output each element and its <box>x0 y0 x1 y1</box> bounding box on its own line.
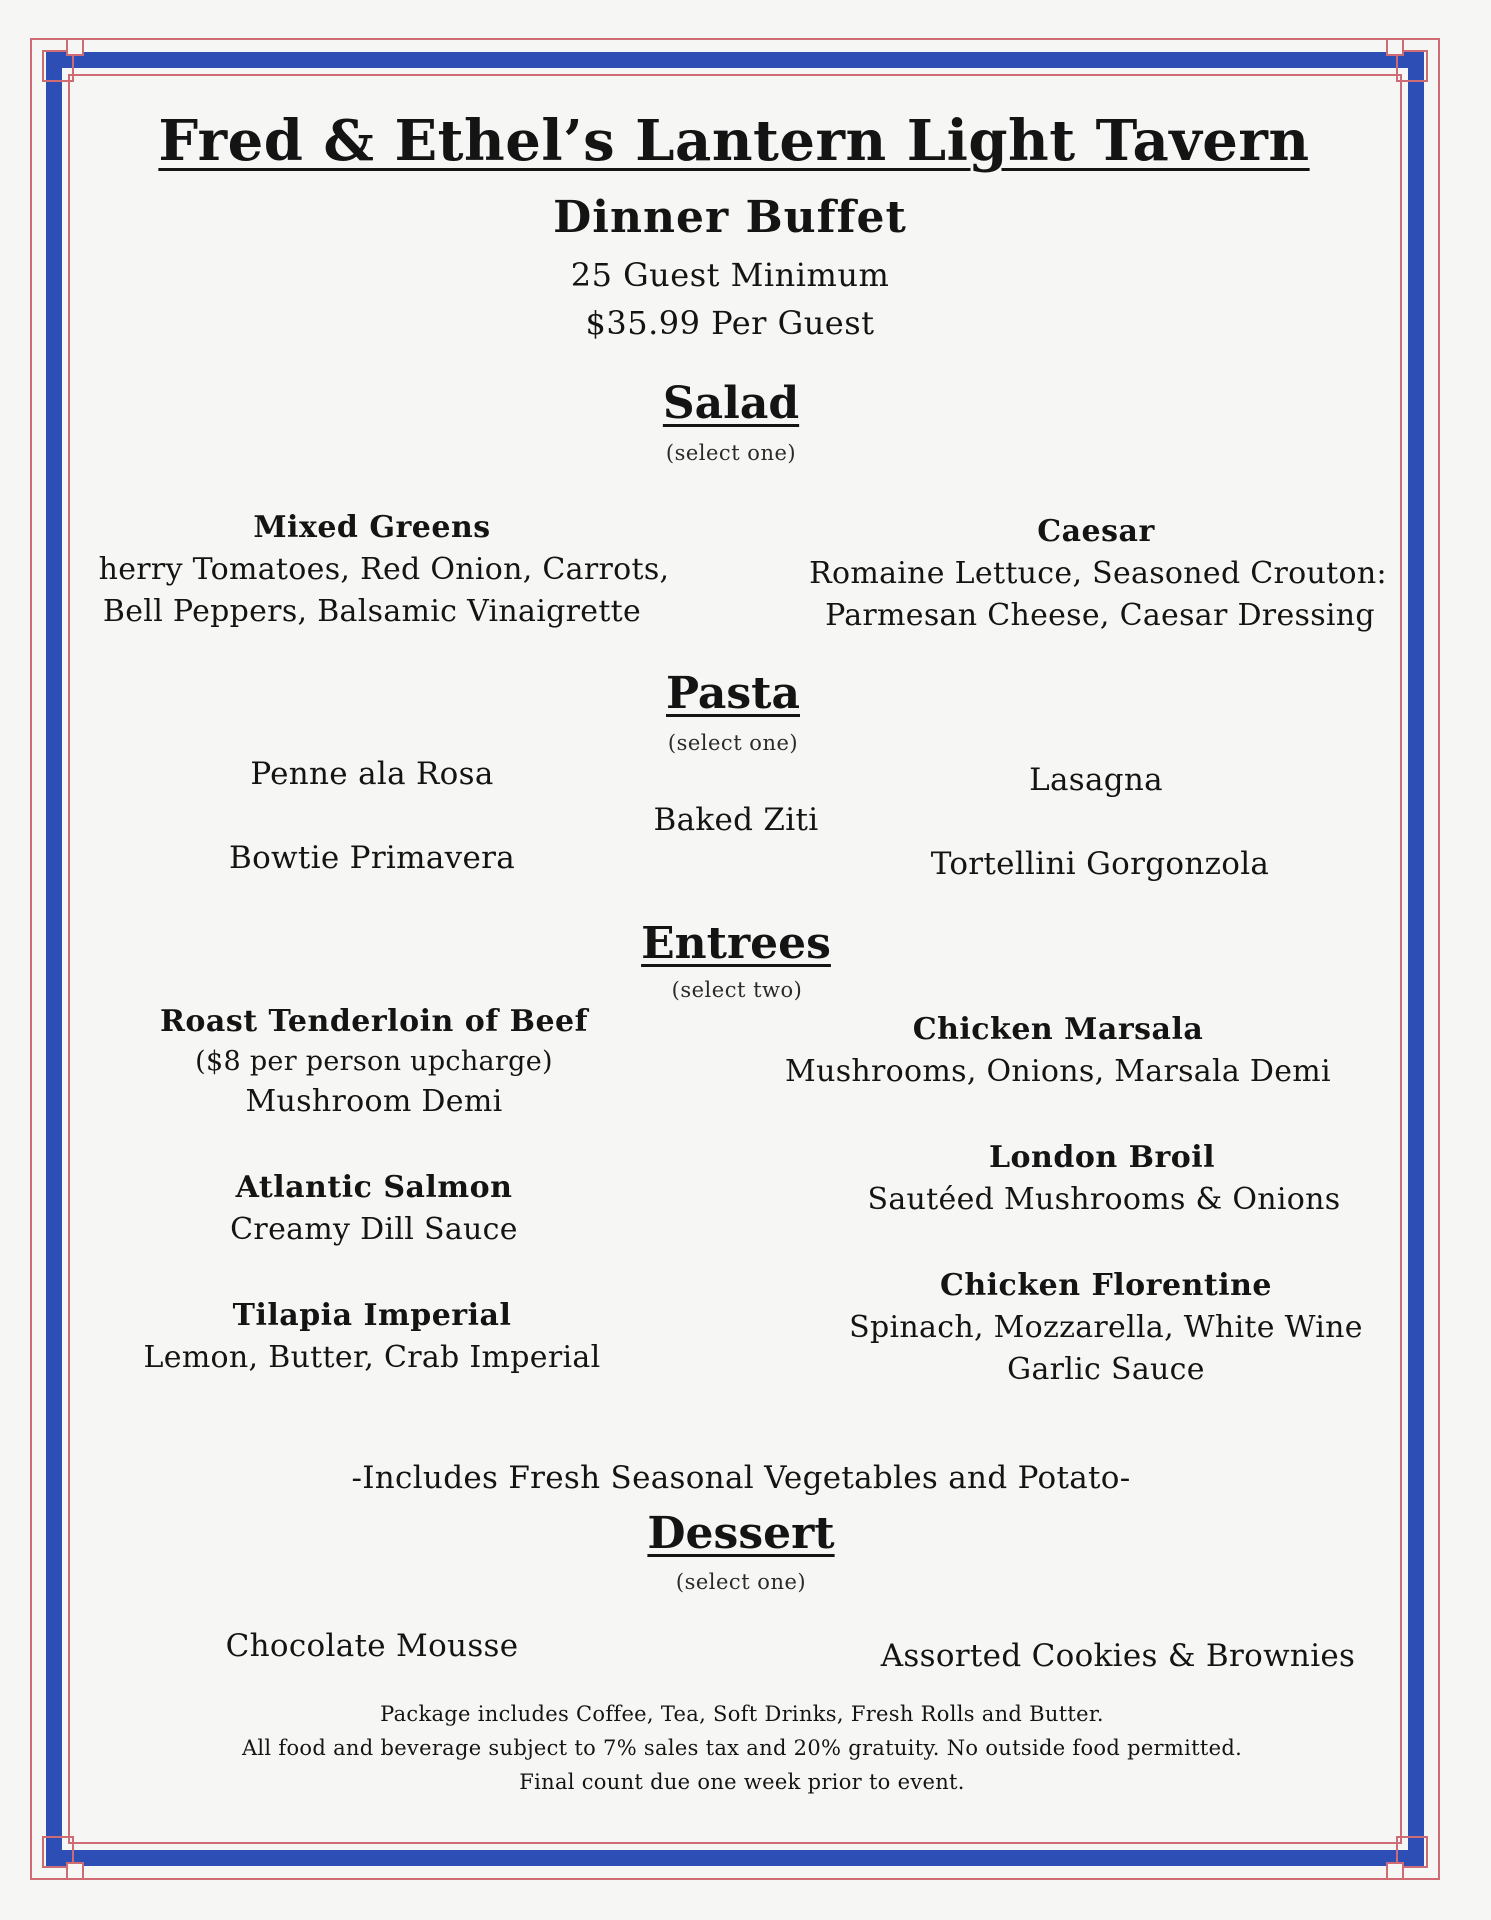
entree-item-name: Chicken Florentine <box>939 1268 1273 1303</box>
footer-tax-note: All food and beverage subject to 7% sales tax and 20% gratuity. No outside food permitted. <box>241 1736 1243 1760</box>
footer-final-count-note: Final count due one week prior to event. <box>519 1770 965 1794</box>
entree-item-name: Chicken Marsala <box>912 1012 1204 1047</box>
entree-item-name: London Broil <box>988 1140 1216 1175</box>
entrees-includes-note: -Includes Fresh Seasonal Vegetables and Potato- <box>351 1460 1131 1496</box>
salad-item-desc: Bell Peppers, Balsamic Vinaigrette <box>102 594 642 629</box>
guest-minimum: 25 Guest Minimum <box>570 256 890 294</box>
pasta-item: Tortellini Gorgonzola <box>930 846 1270 882</box>
price-per-guest: $35.99 Per Guest <box>585 304 875 342</box>
pasta-select-hint: (select one) <box>667 731 799 755</box>
footer-package-note: Package includes Coffee, Tea, Soft Drinks, Fresh Rolls and Butter. <box>380 1702 1104 1726</box>
entree-item-desc: Spinach, Mozzarella, White Wine <box>849 1310 1363 1345</box>
entree-item-name: Atlantic Salmon <box>235 1170 513 1205</box>
entrees-select-hint: (select two) <box>671 978 803 1002</box>
entree-item-name: Tilapia Imperial <box>232 1298 512 1333</box>
entree-item-name: Roast Tenderloin of Beef <box>159 1004 589 1039</box>
pasta-heading: Pasta <box>665 668 801 719</box>
entree-item-desc: Sautéed Mushrooms & Onions <box>867 1182 1341 1217</box>
corner-ornament-top-right <box>1384 38 1440 94</box>
dessert-item: Chocolate Mousse <box>225 1628 519 1664</box>
salad-item-desc: herry Tomatoes, Red Onion, Carrots, <box>98 552 670 587</box>
entree-item-desc: Mushroom Demi <box>245 1084 503 1119</box>
salad-item-desc: Parmesan Cheese, Caesar Dressing <box>825 598 1375 633</box>
dessert-item: Assorted Cookies & Brownies <box>880 1638 1356 1674</box>
corner-ornament-bottom-left <box>30 1824 86 1880</box>
restaurant-title: Fred & Ethel’s Lantern Light Tavern <box>158 108 1310 174</box>
entree-item-desc: Lemon, Butter, Crab Imperial <box>143 1340 601 1375</box>
dessert-heading: Dessert <box>647 1508 835 1559</box>
entree-item-desc: Mushrooms, Onions, Marsala Demi <box>785 1054 1331 1089</box>
pasta-item: Bowtie Primavera <box>229 840 515 876</box>
entree-item-desc: Garlic Sauce <box>1007 1352 1205 1387</box>
dessert-select-hint: (select one) <box>675 1570 807 1594</box>
salad-select-hint: (select one) <box>665 441 797 465</box>
corner-ornament-top-left <box>30 38 86 94</box>
entree-item-desc: Creamy Dill Sauce <box>230 1212 518 1247</box>
salad-item-name: Caesar <box>1037 514 1155 549</box>
pasta-item: Penne ala Rosa <box>250 756 494 792</box>
entrees-heading: Entrees <box>641 918 831 969</box>
entree-upcharge-note: ($8 per person upcharge) <box>195 1046 553 1077</box>
salad-item-desc: Romaine Lettuce, Seasoned Crouton: <box>809 556 1387 591</box>
salad-item-name: Mixed Greens <box>253 510 491 545</box>
salad-heading: Salad <box>662 378 800 429</box>
pasta-item: Lasagna <box>1029 762 1163 798</box>
menu-subtitle: Dinner Buffet <box>553 192 907 243</box>
pasta-item: Baked Ziti <box>653 802 819 838</box>
corner-ornament-bottom-right <box>1384 1824 1440 1880</box>
